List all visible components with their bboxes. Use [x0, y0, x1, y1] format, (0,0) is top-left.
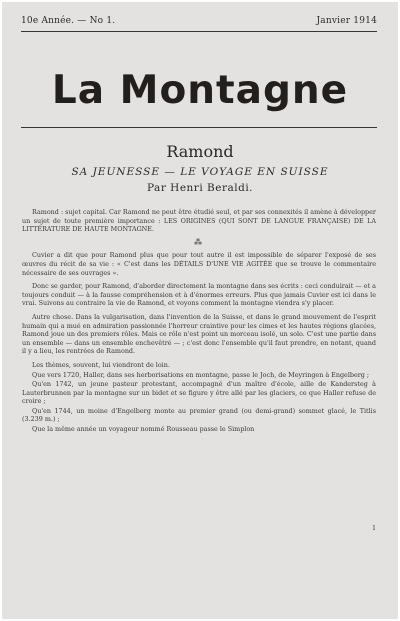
- issue-date: Janvier 1914: [316, 16, 377, 26]
- document-page: [2, 2, 398, 619]
- page-edge-fade: [2, 589, 398, 619]
- paragraph: Qu'en 1742, un jeune pasteur protestant, accompagné d'un maître d'école, aille de Kandersteg à Lauterbrunnen par la montagne sur un bidet et se figure y être allé par les glaciers, ce que Haller refuse de croire ;: [22, 380, 376, 406]
- article-byline: Par Henri Beraldi.: [146, 182, 254, 194]
- paragraph: Donc se garder, pour Ramond, d'aborder directement la montagne dans ses écrits : ceci conduirait — et a toujours conduit — à la fausse compréhension et à d'énormes erreurs. Plus que jamais Cuvier est ici dans le vrai. Suivons au contraire la vie de Ramond, et voyons comment la montagne viendra s'y placer.: [22, 282, 376, 308]
- issue-number: 10e Année. — No 1.: [21, 16, 116, 26]
- asterism-divider: ⁂: [194, 237, 204, 247]
- article-body: [22, 208, 376, 435]
- masthead-title: La Montagne: [51, 68, 349, 113]
- header-rule: [21, 31, 377, 32]
- page-number: 1: [372, 525, 376, 532]
- masthead-rule: [21, 127, 377, 128]
- paragraph: Que vers 1720, Haller, dans ses herborisations en montagne, passe le Joch, de Meyringen à Engelberg ;: [32, 370, 370, 379]
- paragraph: Les thèmes, souvent, lui viendront de loin.: [32, 360, 170, 369]
- paragraph: Ramond : sujet capital. Car Ramond ne peut être étudié seul, et par ses connexités il amène à développer un sujet de toute première importance : LES ORIGINES (QUI SONT DE LANGUE FRANÇAISE) DE LA LITTÉRATURE DE HAUTE MONTAGNE.: [22, 208, 376, 234]
- article-subtitle: SA JEUNESSE — LE VOYAGE EN SUISSE: [71, 166, 329, 178]
- paragraph: Autre chose. Dans la vulgarisation, dans l'invention de la Suisse, et dans le grand mouvement de l'esprit humain qui a mué en admiration passionnée l'horreur craintive pour les cimes et les hautes régions glacées, Ramond joue un des premiers rôles. Mais ce rôle n'est point un morceau isolé, un solo. C'est une partie dans un ensemble — dans un ensemble enchevêtré — ; c'est donc l'ensemble qu'il faut prendre, en notant, quand il y a lieu, les rentrées de Ramond.: [22, 312, 376, 356]
- paragraph: Cuvier a dit que pour Ramond plus que pour tout autre il est impossible de séparer l'exposé de ses œuvres du récit de sa vie : « C'est dans les DÉTAILS D'UNE VIE AGITÉE que se trouve le commentaire nécessaire de ses ouvrages ».: [22, 251, 376, 277]
- paragraph: Qu'en 1744, un moine d'Engelberg monte au premier grand (ou demi-grand) sommet glacé, le Titlis (3.239 m.) ;: [22, 406, 376, 424]
- article-title: Ramond: [166, 142, 234, 161]
- paragraph: Que la même année un voyageur nommé Rousseau passe le Simplon: [32, 425, 255, 434]
